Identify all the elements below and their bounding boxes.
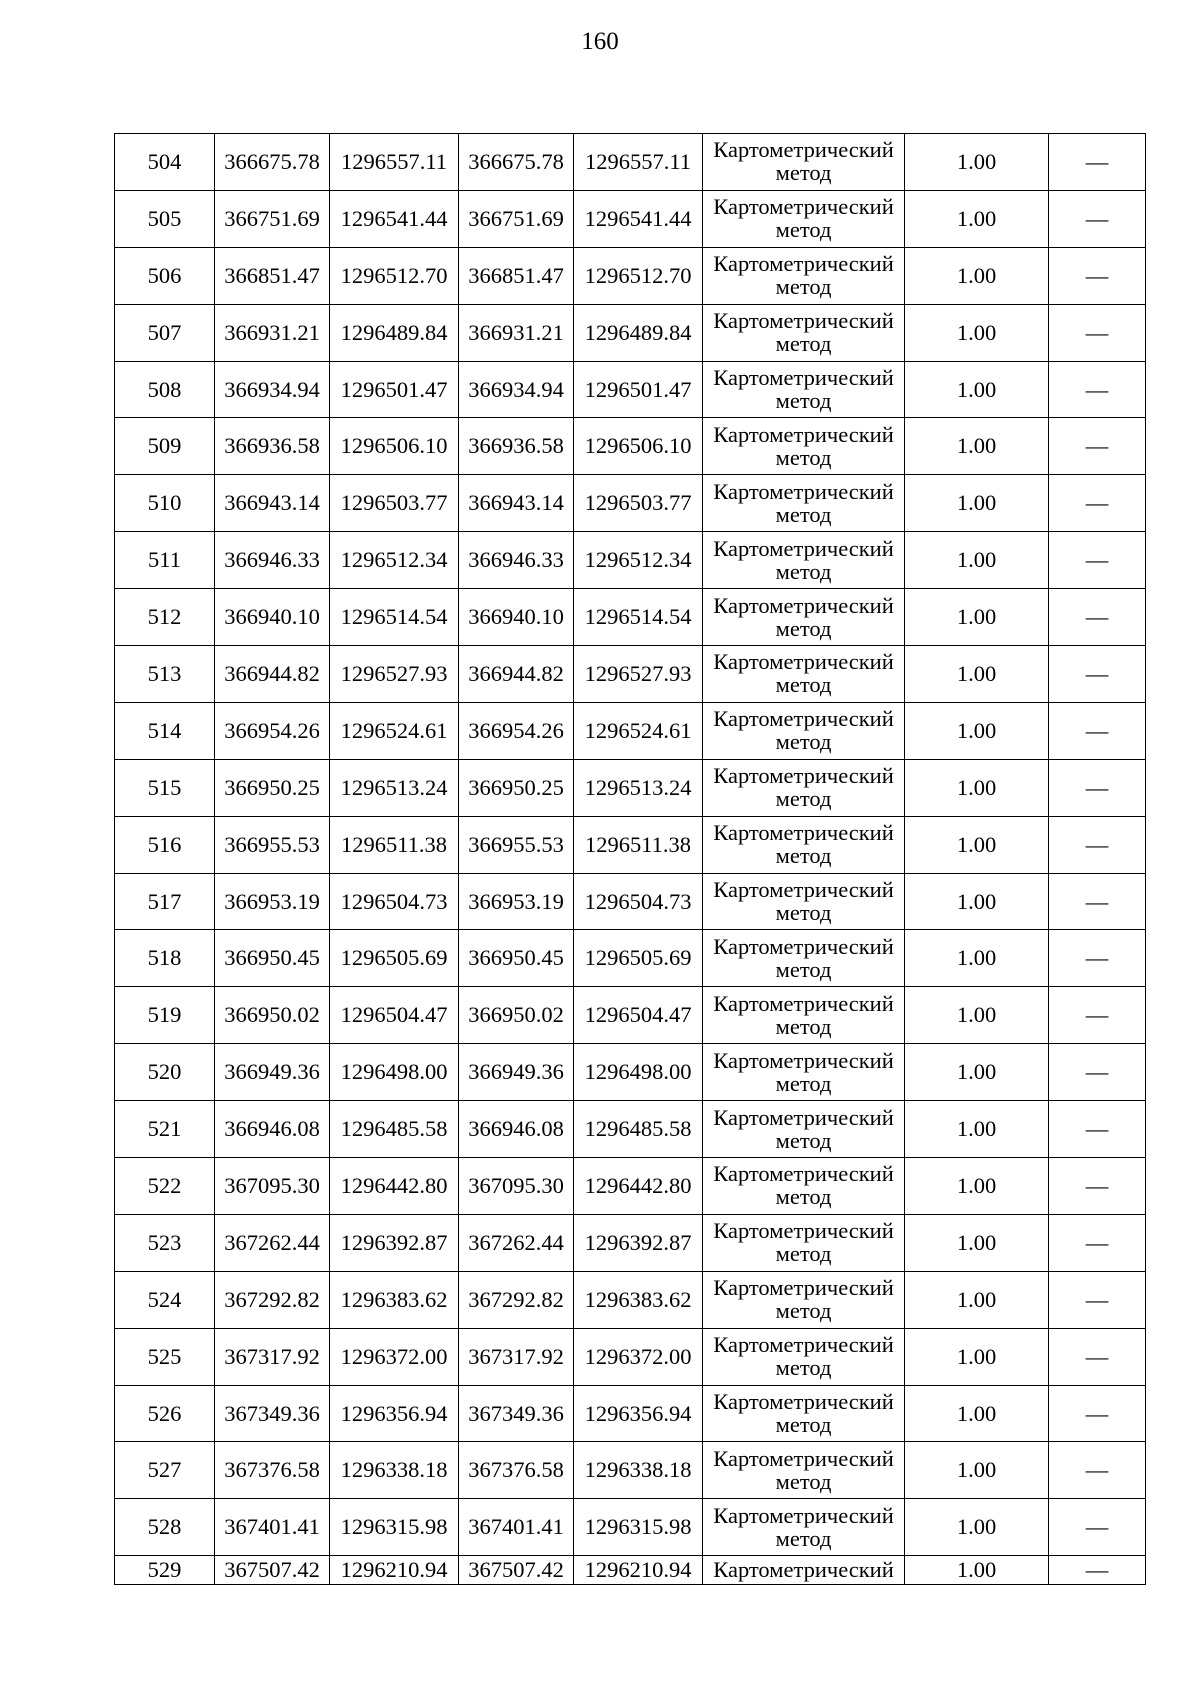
x-coordinate-cell: 366950.02 (215, 987, 330, 1044)
y-coordinate-2-cell: 1296356.94 (574, 1385, 703, 1442)
x-coordinate-2-cell: 366944.82 (459, 646, 574, 703)
method-line-1: Картометрический (713, 308, 894, 334)
table-row (115, 1214, 1146, 1271)
accuracy-cell: 1.00 (905, 873, 1049, 930)
note-cell: — (1049, 930, 1146, 987)
table-row (115, 930, 1146, 987)
point-number-cell: 513 (115, 646, 215, 703)
x-coordinate-cell: 366851.47 (215, 247, 330, 304)
y-coordinate-cell: 1296442.80 (330, 1158, 459, 1215)
y-coordinate-cell: 1296503.77 (330, 475, 459, 532)
method-line-1: Картометрический (713, 1161, 894, 1187)
method-line-2: метод (775, 1525, 832, 1551)
y-coordinate-2-cell: 1296557.11 (574, 134, 703, 191)
method-line-2: метод (775, 558, 832, 584)
y-coordinate-2-cell: 1296512.34 (574, 532, 703, 589)
point-number-cell: 523 (115, 1214, 215, 1271)
y-coordinate-cell: 1296372.00 (330, 1328, 459, 1385)
y-coordinate-cell: 1296383.62 (330, 1271, 459, 1328)
method-line-2: метод (775, 786, 832, 812)
accuracy-cell: 1.00 (905, 1101, 1049, 1158)
y-coordinate-2-cell: 1296383.62 (574, 1271, 703, 1328)
method-line-2: метод (775, 1468, 832, 1494)
table-row (115, 418, 1146, 475)
y-coordinate-2-cell: 1296392.87 (574, 1214, 703, 1271)
note-cell: — (1049, 1499, 1146, 1556)
note-cell: — (1049, 418, 1146, 475)
point-number-cell: 504 (115, 134, 215, 191)
y-coordinate-2-cell: 1296506.10 (574, 418, 703, 475)
method-line-2: метод (775, 1070, 832, 1096)
x-coordinate-2-cell: 367507.42 (459, 1556, 574, 1585)
method-line-2: метод (775, 217, 832, 243)
x-coordinate-2-cell: 366949.36 (459, 1044, 574, 1101)
note-cell: — (1049, 1101, 1146, 1158)
method-line-1: Картометрический (713, 251, 894, 277)
table-row (115, 816, 1146, 873)
y-coordinate-cell: 1296489.84 (330, 304, 459, 361)
table-row (115, 1556, 1146, 1585)
note-cell: — (1049, 1442, 1146, 1499)
method-cell (703, 1328, 905, 1385)
x-coordinate-cell: 367349.36 (215, 1385, 330, 1442)
y-coordinate-cell: 1296514.54 (330, 589, 459, 646)
accuracy-cell: 1.00 (905, 304, 1049, 361)
point-number-cell: 516 (115, 816, 215, 873)
y-coordinate-cell: 1296512.34 (330, 532, 459, 589)
page-number: 160 (581, 28, 619, 55)
table-row (115, 475, 1146, 532)
accuracy-cell: 1.00 (905, 475, 1049, 532)
point-number-cell: 517 (115, 873, 215, 930)
method-line-2: метод (775, 274, 832, 300)
x-coordinate-cell: 367376.58 (215, 1442, 330, 1499)
x-coordinate-cell: 366934.94 (215, 361, 330, 418)
y-coordinate-cell: 1296524.61 (330, 702, 459, 759)
method-line-2: метод (775, 1298, 832, 1324)
x-coordinate-2-cell: 366954.26 (459, 702, 574, 759)
accuracy-cell: 1.00 (905, 1328, 1049, 1385)
table-row (115, 1044, 1146, 1101)
x-coordinate-cell: 366931.21 (215, 304, 330, 361)
table-row (115, 190, 1146, 247)
x-coordinate-2-cell: 366675.78 (459, 134, 574, 191)
x-coordinate-2-cell: 367317.92 (459, 1328, 574, 1385)
method-cell (703, 1385, 905, 1442)
table-row (115, 1101, 1146, 1158)
note-cell: — (1049, 987, 1146, 1044)
method-line-2: метод (775, 900, 832, 926)
y-coordinate-2-cell: 1296524.61 (574, 702, 703, 759)
method-line-2: метод (775, 1355, 832, 1381)
x-coordinate-cell: 367095.30 (215, 1158, 330, 1215)
method-line-1: Картометрический (713, 137, 894, 163)
method-line-1: Картометрический (713, 990, 894, 1016)
table-row (115, 1158, 1146, 1215)
method-line-2: метод (775, 956, 832, 982)
point-number-cell: 505 (115, 190, 215, 247)
x-coordinate-cell: 367292.82 (215, 1271, 330, 1328)
x-coordinate-2-cell: 366946.08 (459, 1101, 574, 1158)
method-line-2: метод (775, 615, 832, 641)
point-number-cell: 512 (115, 589, 215, 646)
method-cell (703, 646, 905, 703)
table-row (115, 1328, 1146, 1385)
y-coordinate-cell: 1296505.69 (330, 930, 459, 987)
accuracy-cell: 1.00 (905, 532, 1049, 589)
accuracy-cell: 1.00 (905, 930, 1049, 987)
note-cell: — (1049, 1328, 1146, 1385)
point-number-cell: 522 (115, 1158, 215, 1215)
method-line-1: Картометрический (713, 1332, 894, 1358)
method-cell (703, 361, 905, 418)
y-coordinate-2-cell: 1296503.77 (574, 475, 703, 532)
method-line-1: Картометрический (713, 1104, 894, 1130)
point-number-cell: 521 (115, 1101, 215, 1158)
method-line-2: метод (775, 1184, 832, 1210)
x-coordinate-cell: 366751.69 (215, 190, 330, 247)
note-cell: — (1049, 589, 1146, 646)
x-coordinate-cell: 366944.82 (215, 646, 330, 703)
accuracy-cell: 1.00 (905, 1158, 1049, 1215)
y-coordinate-cell: 1296504.47 (330, 987, 459, 1044)
y-coordinate-cell: 1296513.24 (330, 759, 459, 816)
method-line-1: Картометрический (713, 649, 894, 675)
accuracy-cell: 1.00 (905, 702, 1049, 759)
method-line-2: метод (775, 1241, 832, 1267)
note-cell: — (1049, 1214, 1146, 1271)
point-number-cell: 509 (115, 418, 215, 475)
table-row (115, 1442, 1146, 1499)
x-coordinate-2-cell: 366851.47 (459, 247, 574, 304)
method-line-2: метод (775, 331, 832, 357)
accuracy-cell: 1.00 (905, 759, 1049, 816)
point-number-cell: 514 (115, 702, 215, 759)
accuracy-cell: 1.00 (905, 1385, 1049, 1442)
note-cell: — (1049, 190, 1146, 247)
table-row (115, 134, 1146, 191)
table-body (115, 134, 1146, 1585)
method-line-1: Картометрический (713, 1275, 894, 1301)
point-number-cell: 520 (115, 1044, 215, 1101)
table-row (115, 873, 1146, 930)
x-coordinate-2-cell: 366943.14 (459, 475, 574, 532)
y-coordinate-2-cell: 1296485.58 (574, 1101, 703, 1158)
y-coordinate-cell: 1296392.87 (330, 1214, 459, 1271)
x-coordinate-2-cell: 367401.41 (459, 1499, 574, 1556)
x-coordinate-cell: 366936.58 (215, 418, 330, 475)
method-line-1: Картометрический (713, 877, 894, 903)
accuracy-cell: 1.00 (905, 1044, 1049, 1101)
y-coordinate-2-cell: 1296505.69 (574, 930, 703, 987)
accuracy-cell: 1.00 (905, 361, 1049, 418)
note-cell: — (1049, 759, 1146, 816)
method-line-1: Картометрический (713, 1047, 894, 1073)
point-number-cell: 529 (115, 1556, 215, 1585)
note-cell: — (1049, 247, 1146, 304)
method-cell (703, 816, 905, 873)
method-line-2: метод (775, 1127, 832, 1153)
y-coordinate-cell: 1296485.58 (330, 1101, 459, 1158)
y-coordinate-cell: 1296501.47 (330, 361, 459, 418)
method-line-1: Картометрический (713, 1389, 894, 1415)
method-line-1: Картометрический (713, 820, 894, 846)
method-line-2: метод (775, 1412, 832, 1438)
accuracy-cell: 1.00 (905, 987, 1049, 1044)
note-cell: — (1049, 1556, 1146, 1585)
y-coordinate-cell: 1296527.93 (330, 646, 459, 703)
point-number-cell: 511 (115, 532, 215, 589)
x-coordinate-cell: 367317.92 (215, 1328, 330, 1385)
x-coordinate-cell: 367262.44 (215, 1214, 330, 1271)
table-row (115, 304, 1146, 361)
note-cell: — (1049, 873, 1146, 930)
y-coordinate-2-cell: 1296315.98 (574, 1499, 703, 1556)
note-cell: — (1049, 1271, 1146, 1328)
y-coordinate-2-cell: 1296372.00 (574, 1328, 703, 1385)
point-number-cell: 527 (115, 1442, 215, 1499)
point-number-cell: 508 (115, 361, 215, 418)
x-coordinate-2-cell: 366946.33 (459, 532, 574, 589)
x-coordinate-cell: 366943.14 (215, 475, 330, 532)
accuracy-cell: 1.00 (905, 418, 1049, 475)
coordinates-table (114, 133, 1146, 1585)
method-line-2: метод (775, 672, 832, 698)
note-cell: — (1049, 532, 1146, 589)
method-cell (703, 589, 905, 646)
y-coordinate-2-cell: 1296511.38 (574, 816, 703, 873)
method-cell (703, 1101, 905, 1158)
note-cell: — (1049, 475, 1146, 532)
x-coordinate-cell: 366949.36 (215, 1044, 330, 1101)
y-coordinate-cell: 1296315.98 (330, 1499, 459, 1556)
note-cell: — (1049, 134, 1146, 191)
accuracy-cell: 1.00 (905, 247, 1049, 304)
method-cell (703, 304, 905, 361)
accuracy-cell: 1.00 (905, 190, 1049, 247)
method-line-1: Картометрический (713, 933, 894, 959)
x-coordinate-2-cell: 366940.10 (459, 589, 574, 646)
method-cell (703, 1158, 905, 1215)
point-number-cell: 510 (115, 475, 215, 532)
method-line-2: метод (775, 729, 832, 755)
point-number-cell: 518 (115, 930, 215, 987)
method-cell (703, 190, 905, 247)
note-cell: — (1049, 361, 1146, 418)
method-line-1: Картометрический (713, 1557, 894, 1583)
x-coordinate-cell: 366946.33 (215, 532, 330, 589)
accuracy-cell: 1.00 (905, 1271, 1049, 1328)
method-line-1: Картометрический (713, 706, 894, 732)
method-cell (703, 1044, 905, 1101)
method-line-1: Картометрический (713, 1218, 894, 1244)
y-coordinate-cell: 1296512.70 (330, 247, 459, 304)
x-coordinate-2-cell: 367376.58 (459, 1442, 574, 1499)
note-cell: — (1049, 1385, 1146, 1442)
method-cell (703, 873, 905, 930)
x-coordinate-cell: 366950.25 (215, 759, 330, 816)
x-coordinate-cell: 367507.42 (215, 1556, 330, 1585)
table-row (115, 759, 1146, 816)
x-coordinate-cell: 366940.10 (215, 589, 330, 646)
method-cell (703, 930, 905, 987)
table-row (115, 1385, 1146, 1442)
method-line-1: Картометрический (713, 194, 894, 220)
x-coordinate-2-cell: 366950.02 (459, 987, 574, 1044)
method-line-2: метод (775, 843, 832, 869)
x-coordinate-2-cell: 366931.21 (459, 304, 574, 361)
method-cell (703, 1442, 905, 1499)
note-cell: — (1049, 702, 1146, 759)
note-cell: — (1049, 1044, 1146, 1101)
x-coordinate-cell: 366946.08 (215, 1101, 330, 1158)
point-number-cell: 526 (115, 1385, 215, 1442)
y-coordinate-2-cell: 1296504.47 (574, 987, 703, 1044)
point-number-cell: 528 (115, 1499, 215, 1556)
accuracy-cell: 1.00 (905, 1556, 1049, 1585)
note-cell: — (1049, 1158, 1146, 1215)
method-line-2: метод (775, 160, 832, 186)
table-row (115, 987, 1146, 1044)
x-coordinate-2-cell: 366934.94 (459, 361, 574, 418)
accuracy-cell: 1.00 (905, 646, 1049, 703)
y-coordinate-2-cell: 1296501.47 (574, 361, 703, 418)
y-coordinate-2-cell: 1296498.00 (574, 1044, 703, 1101)
x-coordinate-cell: 366955.53 (215, 816, 330, 873)
accuracy-cell: 1.00 (905, 589, 1049, 646)
point-number-cell: 506 (115, 247, 215, 304)
method-line-2: метод (775, 388, 832, 413)
accuracy-cell: 1.00 (905, 1442, 1049, 1499)
x-coordinate-2-cell: 366751.69 (459, 190, 574, 247)
method-line-1: Картометрический (713, 535, 894, 561)
method-line-1: Картометрический (713, 1445, 894, 1471)
y-coordinate-cell: 1296511.38 (330, 816, 459, 873)
point-number-cell: 524 (115, 1271, 215, 1328)
accuracy-cell: 1.00 (905, 816, 1049, 873)
y-coordinate-cell: 1296338.18 (330, 1442, 459, 1499)
x-coordinate-cell: 366953.19 (215, 873, 330, 930)
x-coordinate-2-cell: 367095.30 (459, 1158, 574, 1215)
note-cell: — (1049, 816, 1146, 873)
method-line-1: Картометрический (713, 1502, 894, 1528)
x-coordinate-2-cell: 366955.53 (459, 816, 574, 873)
point-number-cell: 507 (115, 304, 215, 361)
method-line-1: Картометрический (713, 592, 894, 618)
table-row (115, 361, 1146, 418)
table-row (115, 589, 1146, 646)
y-coordinate-cell: 1296210.94 (330, 1556, 459, 1585)
y-coordinate-2-cell: 1296514.54 (574, 589, 703, 646)
accuracy-cell: 1.00 (905, 1499, 1049, 1556)
method-line-1: Картометрический (713, 365, 894, 390)
y-coordinate-cell: 1296506.10 (330, 418, 459, 475)
x-coordinate-2-cell: 367262.44 (459, 1214, 574, 1271)
y-coordinate-2-cell: 1296541.44 (574, 190, 703, 247)
y-coordinate-2-cell: 1296512.70 (574, 247, 703, 304)
table-row (115, 1499, 1146, 1556)
method-cell (703, 1271, 905, 1328)
method-cell (703, 134, 905, 191)
method-cell (703, 987, 905, 1044)
method-cell (703, 1214, 905, 1271)
x-coordinate-cell: 366954.26 (215, 702, 330, 759)
table-row (115, 532, 1146, 589)
y-coordinate-cell: 1296504.73 (330, 873, 459, 930)
accuracy-cell: 1.00 (905, 134, 1049, 191)
x-coordinate-2-cell: 367349.36 (459, 1385, 574, 1442)
method-line-1: Картометрический (713, 421, 894, 447)
y-coordinate-2-cell: 1296527.93 (574, 646, 703, 703)
table-row (115, 1271, 1146, 1328)
point-number-cell: 519 (115, 987, 215, 1044)
method-line-1: Картометрический (713, 478, 894, 504)
method-cell (703, 247, 905, 304)
x-coordinate-cell: 366675.78 (215, 134, 330, 191)
y-coordinate-cell: 1296498.00 (330, 1044, 459, 1101)
y-coordinate-2-cell: 1296338.18 (574, 1442, 703, 1499)
y-coordinate-2-cell: 1296513.24 (574, 759, 703, 816)
note-cell: — (1049, 646, 1146, 703)
accuracy-cell: 1.00 (905, 1214, 1049, 1271)
x-coordinate-cell: 367401.41 (215, 1499, 330, 1556)
x-coordinate-cell: 366950.45 (215, 930, 330, 987)
point-number-cell: 515 (115, 759, 215, 816)
table-row (115, 702, 1146, 759)
method-cell (703, 759, 905, 816)
table-row (115, 247, 1146, 304)
method-cell (703, 1556, 905, 1585)
method-cell (703, 532, 905, 589)
y-coordinate-cell: 1296356.94 (330, 1385, 459, 1442)
y-coordinate-2-cell: 1296210.94 (574, 1556, 703, 1585)
y-coordinate-2-cell: 1296489.84 (574, 304, 703, 361)
method-line-2: метод (775, 444, 832, 470)
point-number-cell: 525 (115, 1328, 215, 1385)
x-coordinate-2-cell: 366936.58 (459, 418, 574, 475)
x-coordinate-2-cell: 367292.82 (459, 1271, 574, 1328)
method-cell (703, 702, 905, 759)
x-coordinate-2-cell: 366953.19 (459, 873, 574, 930)
method-line-1: Картометрический (713, 763, 894, 789)
y-coordinate-cell: 1296557.11 (330, 134, 459, 191)
method-cell (703, 475, 905, 532)
table-row (115, 646, 1146, 703)
x-coordinate-2-cell: 366950.25 (459, 759, 574, 816)
x-coordinate-2-cell: 366950.45 (459, 930, 574, 987)
note-cell: — (1049, 304, 1146, 361)
method-cell (703, 418, 905, 475)
y-coordinate-2-cell: 1296504.73 (574, 873, 703, 930)
y-coordinate-2-cell: 1296442.80 (574, 1158, 703, 1215)
method-line-2: метод (775, 501, 832, 527)
method-cell (703, 1499, 905, 1556)
y-coordinate-cell: 1296541.44 (330, 190, 459, 247)
method-line-2: метод (775, 1013, 832, 1039)
